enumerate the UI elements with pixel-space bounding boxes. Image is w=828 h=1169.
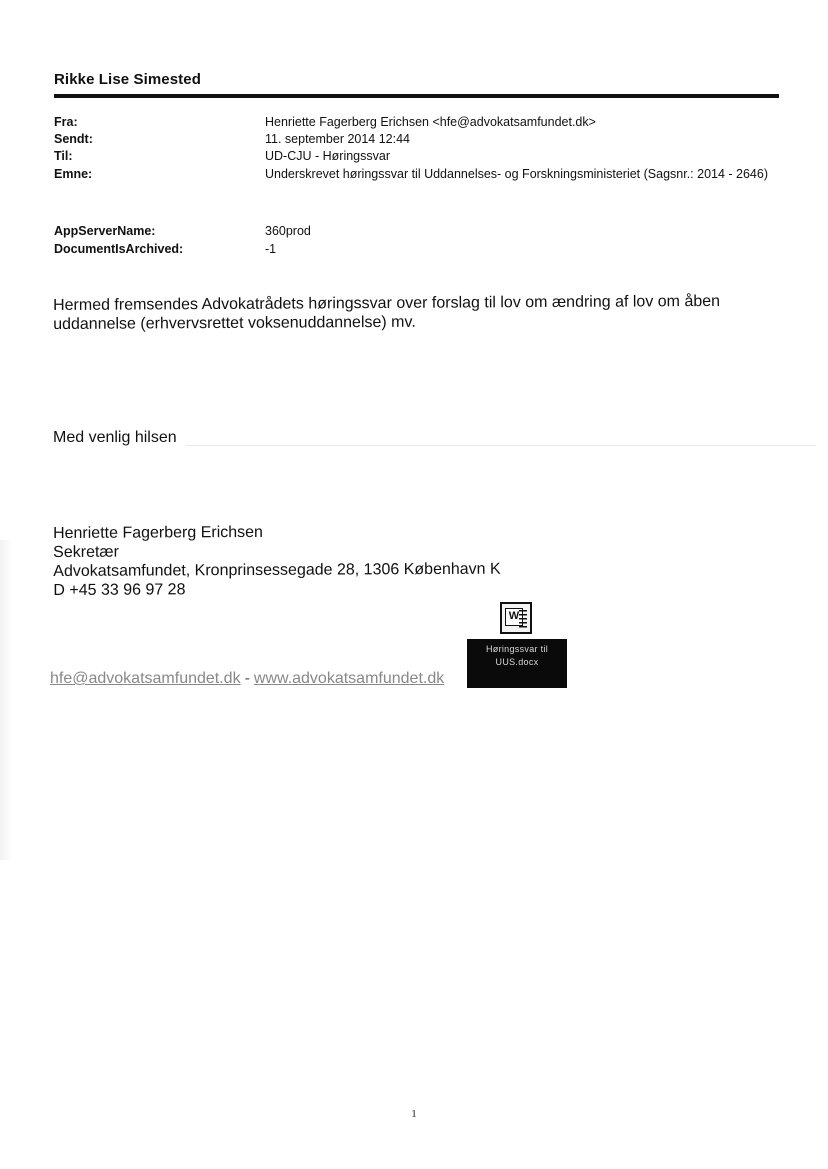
page-number: 1 (411, 1108, 417, 1120)
sent-value: 11. september 2014 12:44 (265, 132, 411, 146)
archived-value: -1 (265, 242, 277, 256)
archived-label: DocumentIsArchived: (54, 242, 184, 256)
signature-links (50, 670, 444, 688)
website-link[interactable]: www.advokatsamfundet.dk (253, 670, 445, 687)
sender-name: Rikke Lise Simested (54, 71, 201, 88)
document-lines-icon (519, 610, 527, 628)
signature-block (53, 522, 501, 600)
appserver-label: AppServerName: (54, 224, 156, 238)
attachment-label-line2: UUS.docx (495, 657, 539, 667)
header-divider (54, 94, 779, 98)
signature-name: Henriette Fagerberg Erichsen (53, 523, 263, 542)
sent-label: Sendt: (54, 132, 93, 146)
scan-shadow (0, 540, 12, 860)
attachment-label-line1: Høringssvar til (485, 644, 548, 654)
subject-label: Emne: (54, 167, 93, 181)
appserver-value: 360prod (265, 224, 311, 238)
closing-line: Med venlig hilsen (53, 429, 177, 446)
from-value: Henriette Fagerberg Erichsen <hfe@advokatsamfundet.dk> (265, 115, 596, 129)
signature-title: Sekretær (53, 543, 119, 561)
subject-value: Underskrevet høringssvar til Uddannelses- og Forskningsministeriet (Sagsnr.: 2014 - 2646) (265, 167, 769, 181)
link-separator: - (244, 670, 250, 687)
signature-address: Advokatsamfundet, Kronprinsessegade 28, 1306 København K (53, 560, 501, 580)
signature-phone: D +45 33 96 97 28 (53, 581, 186, 599)
email-link[interactable]: hfe@advokatsamfundet.dk (50, 670, 241, 687)
message-body: Hermed fremsendes Advokatrådets høringssvar over forslag til lov om ændring af lov om åben uddannelse (erhvervsrettet voksenuddannelse) mv. (53, 292, 721, 333)
to-value: UD-CJU - Høringssvar (265, 149, 390, 163)
to-label: Til: (54, 149, 73, 163)
from-label: Fra: (54, 115, 78, 129)
attachment-label[interactable] (467, 639, 567, 688)
closing-divider (186, 445, 816, 446)
word-document-icon[interactable] (500, 602, 532, 634)
word-w-glyph: W (505, 608, 523, 626)
